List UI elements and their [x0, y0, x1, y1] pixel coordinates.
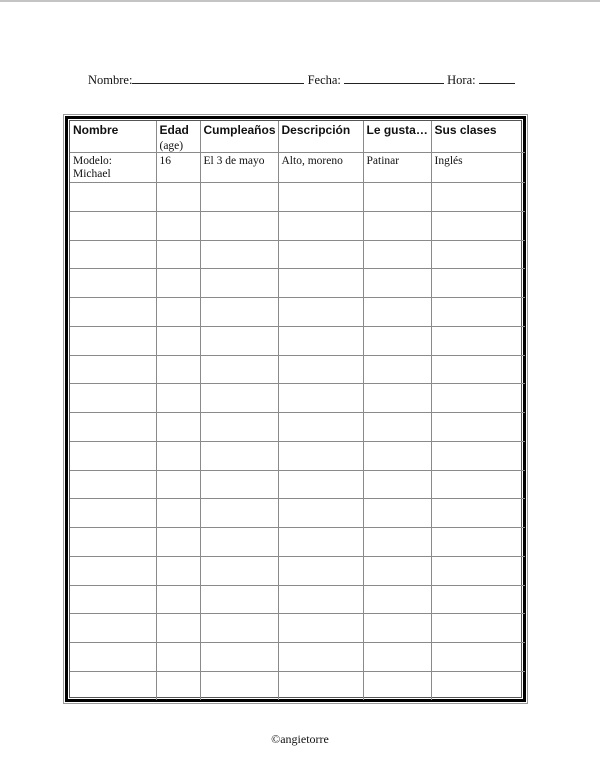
blank-cell-descripcion[interactable]	[278, 470, 363, 499]
table-row	[70, 470, 525, 499]
blank-cell-edad[interactable]	[156, 240, 200, 269]
table-row	[70, 614, 525, 643]
table-row	[70, 413, 525, 442]
table-row	[70, 355, 525, 384]
blank-cell-nombre[interactable]	[70, 499, 156, 528]
blank-cell-le-gusta[interactable]	[363, 528, 431, 557]
blank-cell-sus-clases[interactable]	[431, 528, 525, 557]
blank-cell-sus-clases[interactable]	[431, 211, 525, 240]
blank-cell-le-gusta[interactable]	[363, 499, 431, 528]
blank-cell-nombre[interactable]	[70, 671, 156, 700]
blank-cell-edad[interactable]	[156, 355, 200, 384]
blank-cell-nombre[interactable]	[70, 643, 156, 672]
blank-cell-sus-clases[interactable]	[431, 269, 525, 298]
blank-cell-cumpleanos[interactable]	[200, 298, 278, 327]
blank-cell-nombre[interactable]	[70, 614, 156, 643]
table-row	[70, 499, 525, 528]
blank-cell-cumpleanos[interactable]	[200, 671, 278, 700]
blank-cell-nombre[interactable]	[70, 269, 156, 298]
blank-cell-sus-clases[interactable]	[431, 614, 525, 643]
blank-cell-sus-clases[interactable]	[431, 326, 525, 355]
blank-cell-sus-clases[interactable]	[431, 671, 525, 700]
blank-cell-le-gusta[interactable]	[363, 211, 431, 240]
blank-cell-edad[interactable]	[156, 470, 200, 499]
blank-cell-sus-clases[interactable]	[431, 585, 525, 614]
blank-cell-descripcion[interactable]	[278, 499, 363, 528]
blank-cell-le-gusta[interactable]	[363, 470, 431, 499]
blank-cell-nombre[interactable]	[70, 413, 156, 442]
blank-cell-nombre[interactable]	[70, 211, 156, 240]
table-row	[70, 556, 525, 585]
blank-cell-descripcion[interactable]	[278, 441, 363, 470]
copyright-footer: ©angietorre	[271, 732, 329, 746]
blank-cell-nombre[interactable]	[70, 556, 156, 585]
blank-cell-sus-clases[interactable]	[431, 413, 525, 442]
blank-cell-sus-clases[interactable]	[431, 384, 525, 413]
blank-cell-nombre[interactable]	[70, 441, 156, 470]
blank-cell-sus-clases[interactable]	[431, 240, 525, 269]
blank-cell-descripcion[interactable]	[278, 413, 363, 442]
column-header-descripcion: Descripción	[278, 121, 363, 153]
blank-cell-cumpleanos[interactable]	[200, 556, 278, 585]
blank-cell-edad[interactable]	[156, 183, 200, 212]
blank-cell-descripcion[interactable]	[278, 211, 363, 240]
blank-cell-nombre[interactable]	[70, 585, 156, 614]
blank-cell-cumpleanos[interactable]	[200, 211, 278, 240]
name-blank[interactable]	[132, 72, 304, 84]
table-row	[70, 183, 525, 212]
blank-cell-sus-clases[interactable]	[431, 441, 525, 470]
blank-cell-le-gusta[interactable]	[363, 441, 431, 470]
blank-cell-descripcion[interactable]	[278, 556, 363, 585]
blank-cell-cumpleanos[interactable]	[200, 183, 278, 212]
blank-cell-sus-clases[interactable]	[431, 643, 525, 672]
table-row	[70, 441, 525, 470]
blank-cell-nombre[interactable]	[70, 355, 156, 384]
blank-cell-cumpleanos[interactable]	[200, 441, 278, 470]
blank-cell-nombre[interactable]	[70, 470, 156, 499]
blank-cell-le-gusta[interactable]	[363, 355, 431, 384]
table-row	[70, 384, 525, 413]
blank-cell-descripcion[interactable]	[278, 614, 363, 643]
blank-cell-nombre[interactable]	[70, 326, 156, 355]
blank-cell-le-gusta[interactable]	[363, 183, 431, 212]
blank-cell-le-gusta[interactable]	[363, 556, 431, 585]
column-header-cumpleanos: Cumpleaños	[200, 121, 278, 153]
blank-cell-descripcion[interactable]	[278, 183, 363, 212]
blank-cell-sus-clases[interactable]	[431, 499, 525, 528]
blank-cell-sus-clases[interactable]	[431, 183, 525, 212]
table-row	[70, 528, 525, 557]
blank-cell-nombre[interactable]	[70, 298, 156, 327]
blank-cell-cumpleanos[interactable]	[200, 585, 278, 614]
blank-cell-descripcion[interactable]	[278, 326, 363, 355]
blank-cell-edad[interactable]	[156, 671, 200, 700]
blank-cell-nombre[interactable]	[70, 528, 156, 557]
blank-cell-sus-clases[interactable]	[431, 470, 525, 499]
blank-cell-edad[interactable]	[156, 499, 200, 528]
blank-cell-descripcion[interactable]	[278, 643, 363, 672]
table-frame-inner	[69, 120, 522, 698]
time-blank[interactable]	[479, 72, 515, 84]
cell-nombre: Modelo: Michael	[70, 153, 156, 183]
blank-cell-cumpleanos[interactable]	[200, 384, 278, 413]
cell-le-gusta: Patinar	[363, 153, 431, 183]
table-row	[70, 211, 525, 240]
blank-cell-le-gusta[interactable]	[363, 671, 431, 700]
blank-cell-le-gusta[interactable]	[363, 413, 431, 442]
blank-cell-descripcion[interactable]	[278, 240, 363, 269]
time-label: Hora:	[447, 73, 476, 87]
blank-cell-sus-clases[interactable]	[431, 556, 525, 585]
blank-cell-edad[interactable]	[156, 298, 200, 327]
blank-cell-le-gusta[interactable]	[363, 240, 431, 269]
blank-cell-le-gusta[interactable]	[363, 585, 431, 614]
cell-sus-clases: Inglés	[431, 153, 525, 183]
table-header-row	[70, 121, 525, 153]
table-frame	[63, 114, 528, 704]
blank-cell-descripcion[interactable]	[278, 671, 363, 700]
name-label: Nombre:	[88, 73, 133, 87]
date-blank[interactable]	[344, 72, 444, 84]
column-header-edad: Edad (age)	[156, 121, 200, 153]
blank-cell-edad[interactable]	[156, 441, 200, 470]
column-header-le-gusta: Le gusta…	[363, 121, 431, 153]
blank-cell-sus-clases[interactable]	[431, 298, 525, 327]
blank-cell-cumpleanos[interactable]	[200, 528, 278, 557]
blank-cell-descripcion[interactable]	[278, 528, 363, 557]
blank-cell-cumpleanos[interactable]	[200, 499, 278, 528]
blank-cell-le-gusta[interactable]	[363, 298, 431, 327]
empty-rows-body	[70, 183, 525, 701]
date-label: Fecha:	[307, 73, 341, 87]
blank-cell-edad[interactable]	[156, 269, 200, 298]
blank-cell-nombre[interactable]	[70, 183, 156, 212]
blank-cell-cumpleanos[interactable]	[200, 614, 278, 643]
blank-cell-cumpleanos[interactable]	[200, 413, 278, 442]
column-subheader-age: (age)	[159, 140, 184, 152]
blank-cell-edad[interactable]	[156, 528, 200, 557]
blank-cell-edad[interactable]	[156, 614, 200, 643]
blank-cell-nombre[interactable]	[70, 240, 156, 269]
blank-cell-edad[interactable]	[156, 585, 200, 614]
blank-cell-edad[interactable]	[156, 211, 200, 240]
blank-cell-cumpleanos[interactable]	[200, 470, 278, 499]
blank-cell-le-gusta[interactable]	[363, 384, 431, 413]
blank-cell-cumpleanos[interactable]	[200, 326, 278, 355]
blank-cell-nombre[interactable]	[70, 384, 156, 413]
blank-cell-descripcion[interactable]	[278, 298, 363, 327]
blank-cell-descripcion[interactable]	[278, 585, 363, 614]
blank-cell-le-gusta[interactable]	[363, 269, 431, 298]
table-row	[70, 240, 525, 269]
blank-cell-cumpleanos[interactable]	[200, 643, 278, 672]
blank-cell-edad[interactable]	[156, 326, 200, 355]
blank-cell-edad[interactable]	[156, 384, 200, 413]
cell-descripcion: Alto, moreno	[278, 153, 363, 183]
model-example-row	[70, 153, 525, 183]
table-row	[70, 269, 525, 298]
blank-cell-descripcion[interactable]	[278, 269, 363, 298]
table-row	[70, 643, 525, 672]
table-row	[70, 671, 525, 700]
student-info-line	[88, 72, 515, 88]
column-header-sus-clases: Sus clases	[431, 121, 525, 153]
table-row	[70, 298, 525, 327]
blank-cell-descripcion[interactable]	[278, 355, 363, 384]
table-frame-thick-border	[65, 116, 526, 702]
blank-cell-cumpleanos[interactable]	[200, 355, 278, 384]
cell-edad: 16	[156, 153, 200, 183]
blank-cell-cumpleanos[interactable]	[200, 240, 278, 269]
cell-cumpleanos: El 3 de mayo	[200, 153, 278, 183]
blank-cell-edad[interactable]	[156, 556, 200, 585]
table-row	[70, 326, 525, 355]
blank-cell-cumpleanos[interactable]	[200, 269, 278, 298]
blank-cell-sus-clases[interactable]	[431, 355, 525, 384]
blank-cell-le-gusta[interactable]	[363, 614, 431, 643]
blank-cell-edad[interactable]	[156, 413, 200, 442]
blank-cell-le-gusta[interactable]	[363, 326, 431, 355]
blank-cell-le-gusta[interactable]	[363, 643, 431, 672]
blank-cell-edad[interactable]	[156, 643, 200, 672]
student-roster-table	[70, 121, 525, 700]
blank-cell-descripcion[interactable]	[278, 384, 363, 413]
column-header-nombre: Nombre	[70, 121, 156, 153]
table-row	[70, 585, 525, 614]
